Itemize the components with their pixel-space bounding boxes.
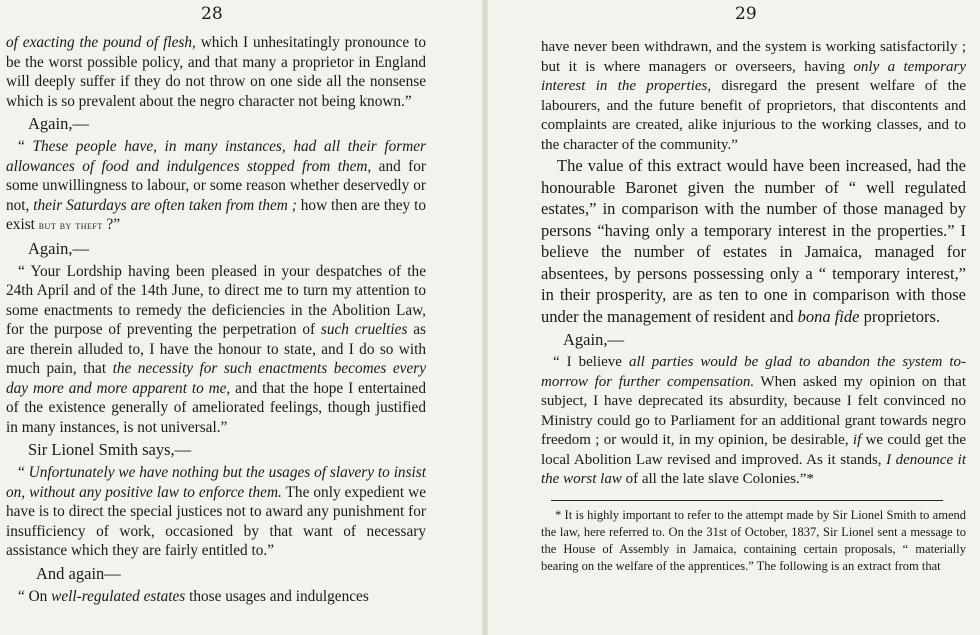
quotation <box>6 137 426 236</box>
text: and that the hope I entertained of the existence generally of ameliorated feelings, though justified in many instances, is not universal.” <box>6 379 426 436</box>
small-caps: but by theft <box>38 218 103 232</box>
emphasis: bona fide <box>797 306 860 326</box>
section-heading: Again,— <box>563 330 624 349</box>
left-page <box>0 0 480 635</box>
paragraph <box>541 155 966 327</box>
text: The only expedient we have is to direct the special justices not to award any punishment for insufficiency of work, occasioned by that want of necessary assistance which they are fairly entitled to.” <box>6 483 426 559</box>
emphasis: of exacting the pound of flesh, <box>6 34 196 51</box>
text: as are therein alluded to, I have the honour to state, and I do so with much pain, that <box>6 321 426 377</box>
section-heading: Sir Lionel Smith says,— <box>28 440 192 459</box>
left-column <box>6 33 426 606</box>
text: how then are they to exist <box>6 196 426 233</box>
footnote-rule <box>551 500 943 501</box>
page-number-left: 28 <box>201 4 223 24</box>
quotation <box>541 38 966 155</box>
text: When asked my opinion on that subject, I have deprecated its absurdity, because I felt convinced no Ministry could go to Parliament for an additional grant towards negro freedom ; or would it, in my opinion, be desirable, <box>541 373 966 448</box>
emphasis: such cruelties <box>320 321 408 338</box>
text: The value of this extract would have been increased, had the honourable Baronet given the number of “ well regulated estates,” in comparison with the number of those managed by persons “having only a temporary interest in the properties.” I believe the number of estates in Jamaica, managed for absentees, by persons possessing only a “ temporary interest,” in their prosperity, are as ten to one in comparison with those under the management of resident and <box>541 156 966 326</box>
section-heading: Again,— <box>28 114 89 133</box>
text: “ On <box>18 587 52 605</box>
text: “ I believe <box>553 354 629 370</box>
text: “ <box>18 464 29 481</box>
text: proprietors. <box>859 306 941 326</box>
emphasis: if <box>852 432 862 448</box>
emphasis: the necessity for such enactments becomes every day more and more apparent to me, <box>6 360 426 397</box>
quotation <box>6 463 426 561</box>
page-number-right: 29 <box>735 4 757 24</box>
right-page <box>490 0 980 635</box>
section-heading: And again— <box>36 563 121 583</box>
paragraph <box>6 33 426 111</box>
text: we could get the local Abolition Law revised and improved. As it stands, <box>541 432 966 468</box>
book-gutter <box>482 0 488 635</box>
text: have never been withdrawn, and the system is working satisfactorily ; but it is where managers or overseers, having <box>541 39 966 75</box>
section-heading: Again,— <box>28 238 89 258</box>
text: “ Your Lordship having been pleased in your despatches of the 24th April and of the 14th June, to direct me to turn my attention to some enactments to remedy the deficiencies in the Abolition Law, for the purpose of preventing the perpetration of <box>6 262 426 338</box>
quotation <box>6 262 426 438</box>
text: which I unhesitatingly pronounce to be the worst possible policy, and that many a proprietor in England will deeply suffer if they do not throw on one side all the nonsense which is so prevalent about the negro character not being known.” <box>6 34 426 110</box>
text: of all the late slave Colonies.”* <box>621 471 814 487</box>
emphasis: only a temporary interest in the properties, <box>541 58 966 94</box>
emphasis: well-regulated estates <box>51 587 186 605</box>
text: ?” <box>102 216 121 233</box>
emphasis: Unfortunately we have nothing but the usages of slavery to insist on, without any positive law to enforce them. <box>6 464 426 501</box>
text: and for some unwillingness to labour, or some reason whether deservedly or not, <box>6 157 426 214</box>
footnote: * It is highly important to refer to the attempt made by Sir Lionel Smith to amend the law, here referred to. On the 31st of October, 1837, Sir Lionel sent a message to the House of Assembly in Jamaica, containing certain proposals, “ materially bearing on the welfare of the apprentices.” The following is an extract from that <box>541 507 966 573</box>
text: disregard the present welfare of the labourers, and the future benefit of proprietors, that discontents and complaints are created, alike injurious to the working classes, and to the character of the community.” <box>541 78 966 153</box>
right-column <box>541 38 966 575</box>
emphasis: their Saturdays are often taken from them ; <box>33 196 297 214</box>
emphasis: I denounce it the worst law <box>541 451 966 487</box>
emphasis: These people have, in many instances, had all their former allowances of food and indulgences stopped from them, <box>6 138 426 175</box>
text: those usages and indulgences <box>185 587 369 605</box>
text: “ <box>18 138 33 155</box>
emphasis: all parties would be glad to abandon the system to-morrow for further compensation. <box>541 354 966 390</box>
quotation <box>6 587 426 607</box>
quotation <box>541 353 966 490</box>
